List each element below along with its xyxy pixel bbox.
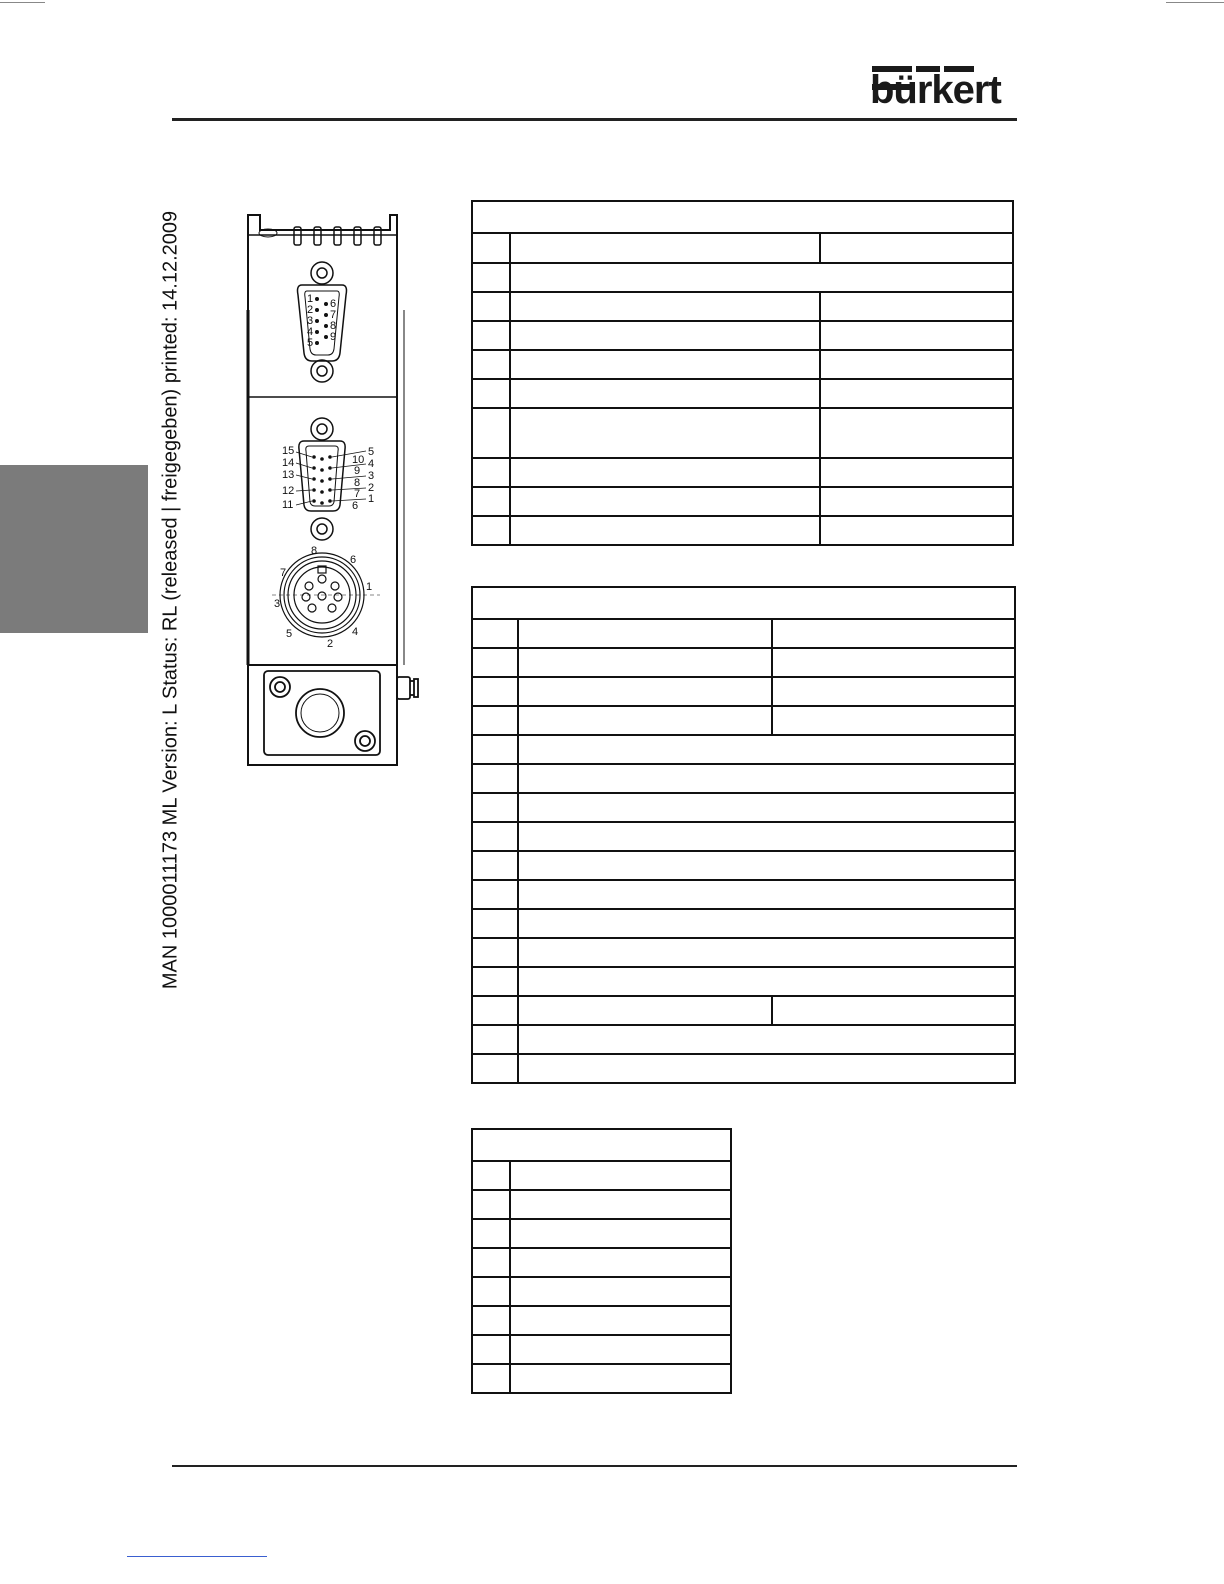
cell-number <box>472 408 510 458</box>
cell <box>518 648 772 677</box>
cell-number <box>472 677 518 706</box>
cell-number <box>472 619 518 648</box>
cell-number <box>472 735 518 764</box>
svg-text:11: 11 <box>282 499 294 511</box>
cell <box>510 1190 731 1219</box>
footer-rule <box>172 1465 1017 1467</box>
svg-text:6: 6 <box>330 298 337 310</box>
cell-number <box>472 996 518 1025</box>
cell <box>772 648 1015 677</box>
svg-text:6: 6 <box>350 554 357 566</box>
crop-mark-top-right <box>1166 2 1224 3</box>
footer-link-underline[interactable] <box>127 1556 267 1557</box>
cell <box>518 822 1015 851</box>
cell <box>518 996 772 1025</box>
cell <box>772 677 1015 706</box>
cell-number <box>472 880 518 909</box>
cell-number <box>472 938 518 967</box>
crop-mark-top-left <box>0 2 45 3</box>
svg-text:2: 2 <box>368 482 375 494</box>
cell <box>518 706 772 735</box>
cell-number <box>472 292 510 321</box>
svg-text:5: 5 <box>286 628 293 640</box>
cell-number <box>472 793 518 822</box>
cell-number <box>472 1190 510 1219</box>
cell <box>510 1219 731 1248</box>
cell <box>772 996 1015 1025</box>
svg-text:3: 3 <box>274 598 281 610</box>
cell-number <box>472 1219 510 1248</box>
svg-text:4: 4 <box>307 326 314 338</box>
svg-text:8: 8 <box>354 477 361 489</box>
svg-text:4: 4 <box>352 626 359 638</box>
cell-number <box>472 706 518 735</box>
svg-text:7: 7 <box>330 309 337 321</box>
cell-number <box>472 1335 510 1364</box>
cell <box>518 793 1015 822</box>
cell <box>772 619 1015 648</box>
cell <box>510 292 820 321</box>
table-header <box>472 201 1013 233</box>
sub-d15-connector <box>299 418 345 540</box>
document-id-text: MAN 1000011173 ML Version: L Status: RL (released | freigegeben) printed: 14.12.2009 <box>159 210 182 990</box>
svg-text:15: 15 <box>282 445 295 457</box>
cell <box>820 350 1013 379</box>
svg-text:1: 1 <box>307 293 314 305</box>
chapter-tab <box>0 465 148 633</box>
cell <box>510 263 1013 292</box>
round-8pin-connector <box>272 553 380 637</box>
cell-number <box>472 1364 510 1393</box>
cell-number <box>472 458 510 487</box>
cell-number <box>472 648 518 677</box>
burkert-logo: bürkert <box>870 68 1001 112</box>
table-header <box>472 1129 731 1161</box>
cell <box>510 1335 731 1364</box>
cell <box>820 321 1013 350</box>
svg-text:3: 3 <box>368 470 375 482</box>
cell <box>510 1364 731 1393</box>
cell-number <box>472 516 510 545</box>
cell <box>820 487 1013 516</box>
cell-number <box>472 233 510 263</box>
cell <box>518 677 772 706</box>
cell <box>510 516 820 545</box>
cell <box>820 516 1013 545</box>
svg-text:6: 6 <box>352 500 359 512</box>
device-drawing <box>240 205 425 770</box>
svg-text:9: 9 <box>330 331 337 343</box>
cell <box>518 938 1015 967</box>
cell-number <box>472 851 518 880</box>
cell <box>820 233 1013 263</box>
cell <box>518 880 1015 909</box>
cell <box>518 764 1015 793</box>
svg-text:3: 3 <box>307 315 314 327</box>
cell-number <box>472 822 518 851</box>
svg-text:9: 9 <box>354 465 361 477</box>
cell <box>510 350 820 379</box>
pin-table-1 <box>471 200 1014 546</box>
svg-text:8: 8 <box>330 320 337 332</box>
svg-text:1: 1 <box>366 581 373 593</box>
svg-text:5: 5 <box>307 337 314 349</box>
pin-table-2 <box>471 586 1016 1084</box>
svg-text:5: 5 <box>368 446 375 458</box>
cell <box>820 379 1013 408</box>
svg-text:2: 2 <box>327 638 334 650</box>
cell <box>518 967 1015 996</box>
svg-text:10: 10 <box>352 454 365 466</box>
cell <box>772 706 1015 735</box>
cell-number <box>472 1277 510 1306</box>
cell <box>510 233 820 263</box>
cell <box>518 1054 1015 1083</box>
svg-text:1: 1 <box>368 493 375 505</box>
pin-table-3 <box>471 1128 732 1394</box>
cell <box>510 379 820 408</box>
cell-number <box>472 967 518 996</box>
svg-text:7: 7 <box>280 567 287 579</box>
cell <box>820 458 1013 487</box>
cell-number <box>472 764 518 793</box>
cell <box>510 487 820 516</box>
cell <box>518 735 1015 764</box>
table-header <box>472 587 1015 619</box>
cell <box>518 1025 1015 1054</box>
header-rule <box>172 118 1017 121</box>
cell-number <box>472 1248 510 1277</box>
sub-d9-connector <box>298 262 347 382</box>
cell-number <box>472 350 510 379</box>
cell <box>518 619 772 648</box>
cell <box>510 458 820 487</box>
svg-text:4: 4 <box>368 458 375 470</box>
cell-number <box>472 1054 518 1083</box>
cell-number <box>472 909 518 938</box>
bottom-plate <box>264 671 418 755</box>
cell <box>518 851 1015 880</box>
cell-number <box>472 379 510 408</box>
svg-text:2: 2 <box>307 304 314 316</box>
cell <box>510 1277 731 1306</box>
cell-number <box>472 321 510 350</box>
cell-number <box>472 1306 510 1335</box>
cell-number <box>472 1161 510 1190</box>
svg-text:7: 7 <box>354 488 361 500</box>
cell <box>820 408 1013 458</box>
cell <box>510 321 820 350</box>
cell <box>518 909 1015 938</box>
svg-text:14: 14 <box>282 457 295 469</box>
cell-number <box>472 487 510 516</box>
svg-text:8: 8 <box>311 545 318 557</box>
svg-text:13: 13 <box>282 469 295 481</box>
cell <box>510 408 820 458</box>
cell <box>510 1248 731 1277</box>
cell <box>510 1161 731 1190</box>
svg-text:12: 12 <box>282 485 295 497</box>
cell <box>510 1306 731 1335</box>
cell-number <box>472 1025 518 1054</box>
cell-number <box>472 263 510 292</box>
cell <box>820 292 1013 321</box>
